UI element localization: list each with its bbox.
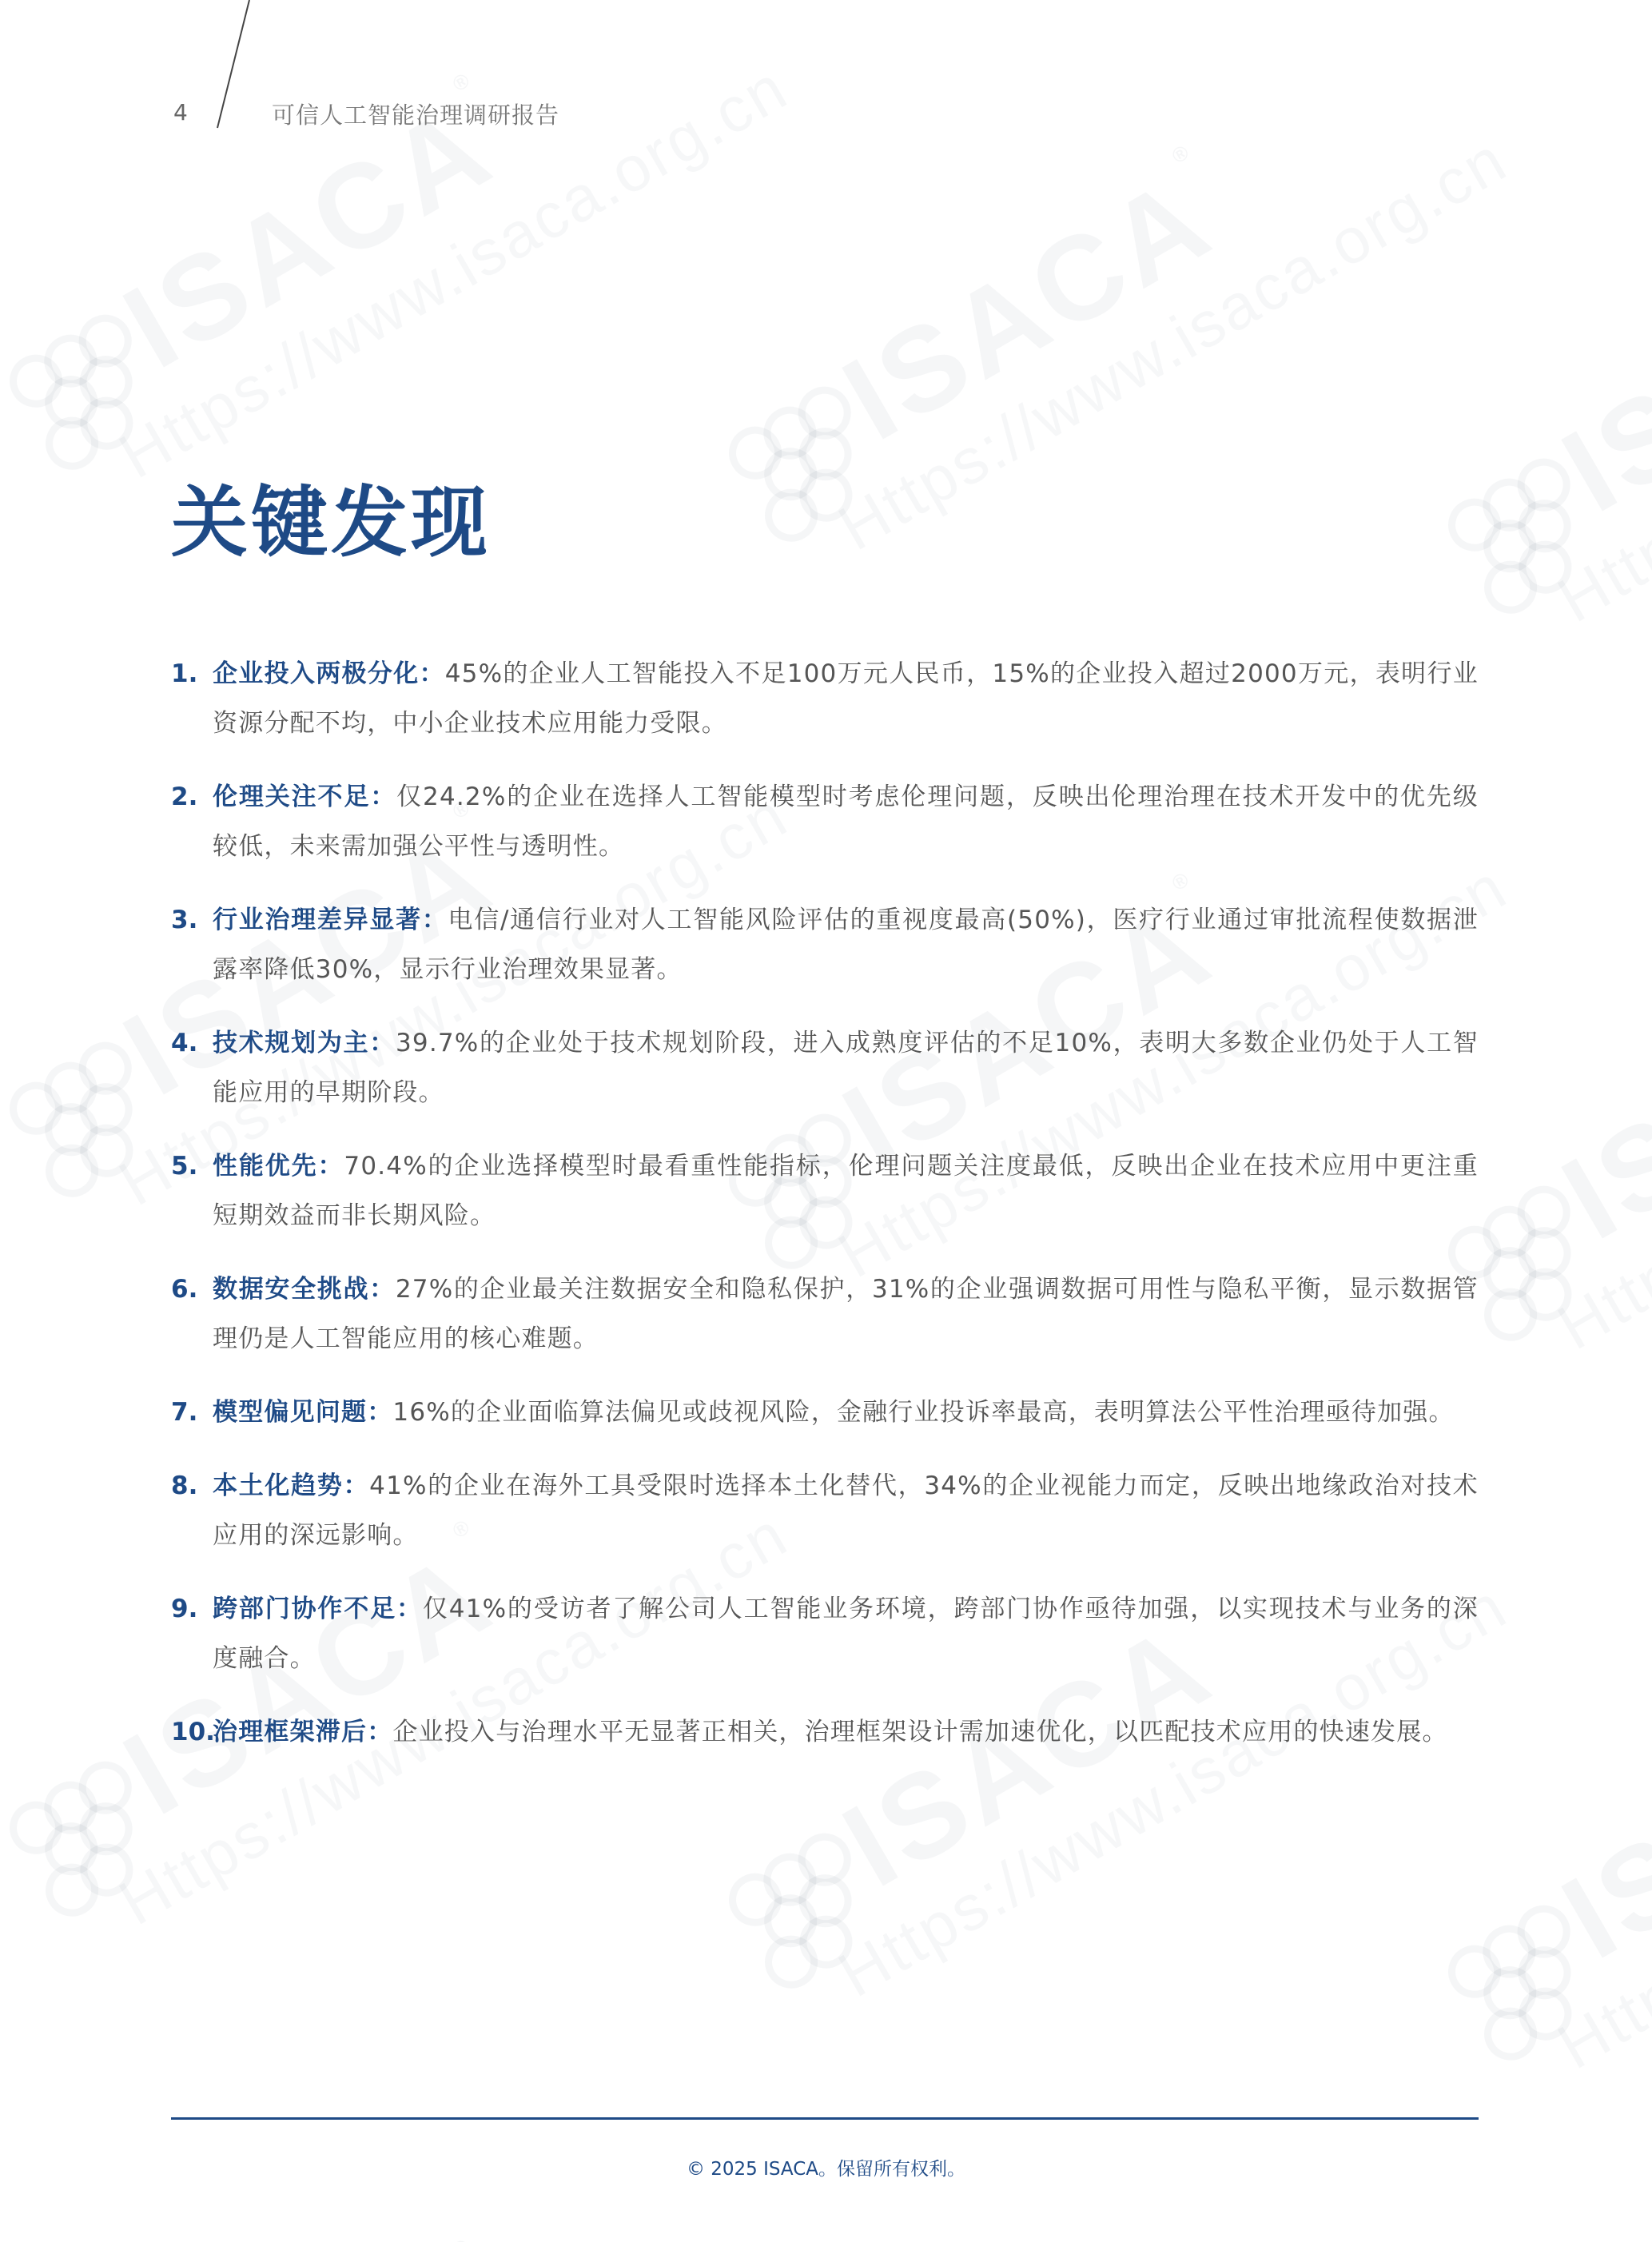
finding-text: 41%的企业在海外工具受限时选择本土化替代，34%的企业视能力而定，反映出地缘政治对技术应用的深远影响。	[213, 1471, 1479, 1550]
finding-item	[171, 1461, 1479, 1560]
watermark-logo-text	[102, 2232, 535, 2242]
finding-body	[213, 1018, 1479, 1117]
finding-item	[171, 1584, 1479, 1683]
finding-text: 企业投入与治理水平无显著正相关，治理框架设计需加速优化，以匹配技术应用的快速发展。	[392, 1718, 1448, 1746]
watermark-logo-mark	[0, 1039, 164, 1203]
finding-number: 3.	[171, 906, 198, 934]
finding-item	[171, 1018, 1479, 1117]
finding-number: 8.	[171, 1471, 198, 1500]
finding-number: 4.	[171, 1029, 198, 1057]
finding-number: 9.	[171, 1595, 198, 1623]
finding-label: 数据安全挑战：	[213, 1275, 396, 1304]
finding-body	[213, 1388, 1479, 1437]
finding-item	[171, 1141, 1479, 1240]
finding-number: 10.	[171, 1718, 215, 1746]
finding-text: 27%的企业最关注数据安全和隐私保护，31%的企业强调数据可用性与隐私平衡，显示数据管理仍是人工智能应用的核心难题。	[213, 1275, 1479, 1353]
footer-copyright: © 2025 ISACA。保留所有权利。	[686, 2159, 966, 2180]
finding-item	[171, 1264, 1479, 1364]
finding-body	[213, 1461, 1479, 1560]
finding-number: 2.	[171, 783, 198, 811]
finding-text: 45%的企业人工智能投入不足100万元人民币，15%的企业投入超过2000万元，表明行业资源分配不均，中小企业技术应用能力受限。	[213, 659, 1479, 738]
watermark-logo-mark	[719, 384, 883, 548]
section-title: 关键发现	[171, 478, 491, 567]
finding-item	[171, 1388, 1479, 1437]
finding-label: 伦理关注不足：	[213, 783, 397, 811]
finding-label: 性能优先：	[213, 1152, 344, 1181]
finding-body	[213, 1141, 1479, 1240]
watermark-logo-mark	[0, 312, 164, 476]
finding-text: 仅41%的受访者了解公司人工智能业务环境，跨部门协作亟待加强，以实现技术与业务的深度融合。	[213, 1595, 1479, 1673]
finding-label: 技术规划为主：	[213, 1029, 396, 1057]
finding-item	[171, 649, 1479, 748]
watermark-url	[1546, 1641, 1652, 2084]
finding-body	[213, 772, 1479, 871]
finding-item	[171, 1707, 1479, 1757]
watermark-url	[1546, 922, 1652, 1364]
watermark-url	[826, 122, 1519, 565]
key-findings-list	[171, 649, 1479, 1781]
running-title: 可信人工智能治理调研报告	[272, 102, 560, 129]
watermark-logo-text	[1540, 209, 1652, 540]
watermark-url	[1546, 194, 1652, 637]
finding-body	[213, 895, 1479, 994]
header-slash-line	[209, 0, 257, 129]
finding-number: 5.	[171, 1152, 198, 1181]
finding-item	[171, 772, 1479, 871]
finding-label: 企业投入两极分化：	[213, 659, 445, 688]
finding-text: 仅24.2%的企业在选择人工智能模型时考虑伦理问题，反映出伦理治理在技术开发中的优先级较低，未来需加强公平性与透明性。	[213, 783, 1479, 861]
finding-body	[213, 649, 1479, 748]
watermark-logo-text	[1540, 1656, 1652, 1986]
finding-text: 39.7%的企业处于技术规划阶段，进入成熟度评估的不足10%，表明大多数企业仍处于人工智能应用的早期阶段。	[213, 1029, 1479, 1107]
finding-body	[213, 1264, 1479, 1364]
watermark-tile	[703, 56, 1494, 707]
watermark-logo-mark	[0, 1758, 164, 1922]
finding-label: 行业治理差异显著：	[213, 906, 448, 934]
finding-label: 本土化趋势：	[213, 1471, 370, 1500]
page-number: 4	[173, 99, 188, 125]
finding-body	[213, 1707, 1479, 1757]
watermark-logo-text	[1540, 937, 1652, 1267]
finding-text: 16%的企业面临算法偏见或歧视风险，金融行业投诉率最高，表明算法公平性治理亟待加强。	[392, 1398, 1455, 1427]
finding-number: 1.	[171, 659, 198, 688]
finding-label: 模型偏见问题：	[213, 1398, 393, 1427]
finding-text: 70.4%的企业选择模型时最看重性能指标，伦理问题关注度最低，反映出企业在技术应用中更注重短期效益而非长期风险。	[213, 1152, 1479, 1230]
footer-divider	[171, 2117, 1479, 2120]
finding-item	[171, 895, 1479, 994]
finding-text: 电信/通信行业对人工智能风险评估的重视度最高(50%)，医疗行业通过审批流程使数据泄露率降低30%，显示行业治理效果显著。	[213, 906, 1479, 984]
watermark-logo-mark	[719, 1830, 883, 1994]
finding-label: 治理框架滞后：	[213, 1718, 393, 1746]
watermark-logo-mark	[1439, 456, 1602, 619]
watermark-logo-mark	[1439, 1902, 1602, 2066]
watermark-url	[107, 2216, 800, 2242]
watermark-logo-text	[821, 137, 1254, 468]
watermark-tile	[703, 2222, 1494, 2242]
finding-number: 7.	[171, 1398, 198, 1427]
finding-body	[213, 1584, 1479, 1683]
finding-label: 跨部门协作不足：	[213, 1595, 423, 1623]
finding-number: 6.	[171, 1275, 198, 1304]
